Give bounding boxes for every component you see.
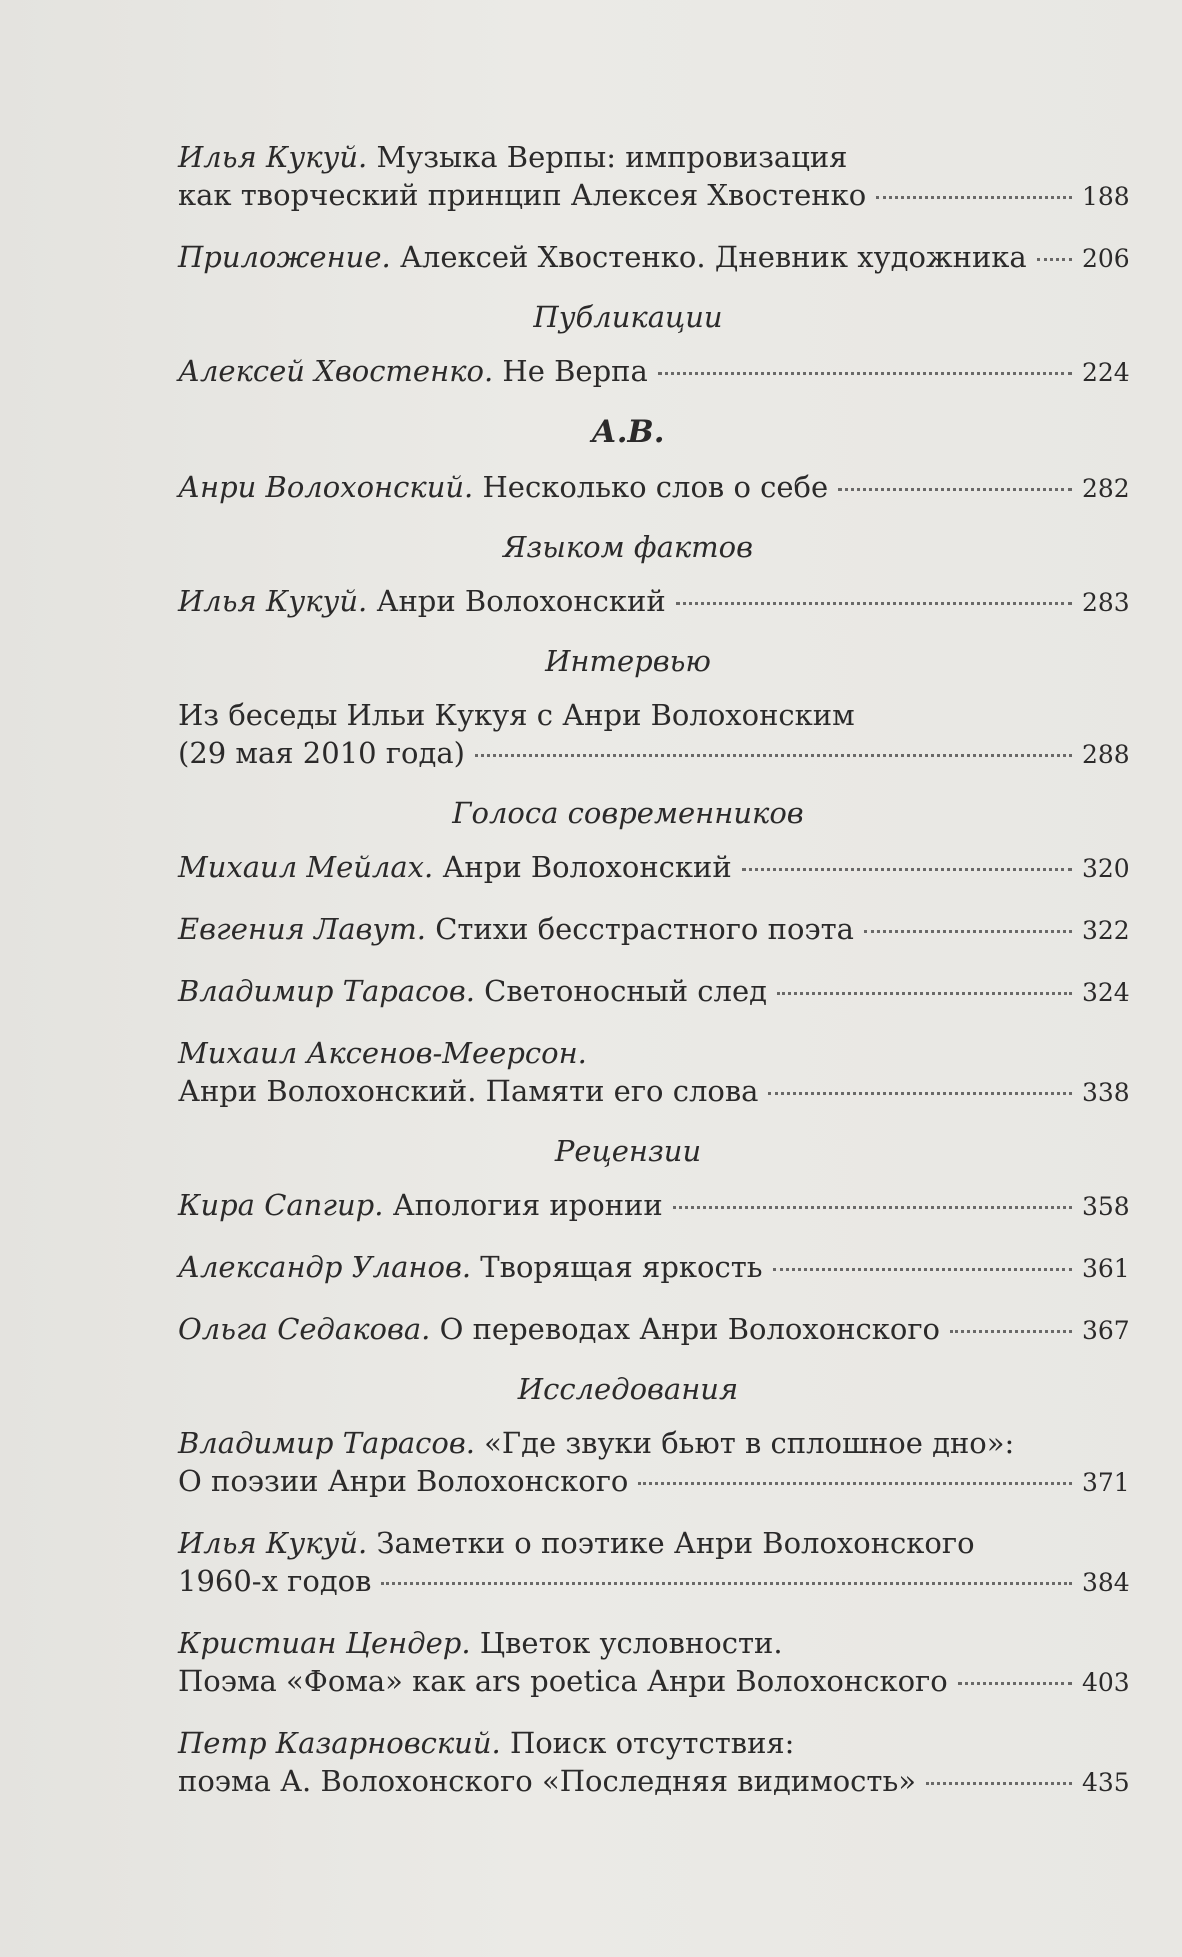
entry-title: О переводах Анри Волохонского [439, 1312, 941, 1346]
toc-entry-line [178, 1762, 1128, 1802]
toc-entry-line [178, 1462, 1128, 1502]
toc-entry-line [178, 1310, 1128, 1350]
toc-entry-line [178, 1624, 1128, 1662]
author-name: Илья Кукуй. [178, 1526, 368, 1560]
toc-entry [178, 1724, 1128, 1802]
page-number: 338 [1082, 1078, 1130, 1107]
toc-entry [178, 352, 1128, 392]
entry-title-continued: Анри Волохонский. Памяти его слова [178, 1074, 759, 1108]
entry-title-continued: (29 мая 2010 года) [178, 736, 465, 770]
toc-entry-text [178, 1186, 663, 1224]
page-number: 435 [1082, 1768, 1130, 1797]
toc-entry-text [178, 1424, 1014, 1462]
entry-title: Музыка Верпы: импровизация [376, 140, 848, 174]
entry-title-continued: поэма А. Волохонского «Последняя видимость» [178, 1764, 916, 1798]
page-number: 384 [1082, 1568, 1130, 1597]
entry-title: Несколько слов о себе [482, 470, 829, 504]
toc-entry-line [178, 696, 1128, 734]
toc-entry-line [178, 352, 1128, 392]
leader-dots [777, 991, 1072, 995]
author-name: Евгения Лавут. [178, 912, 426, 946]
author-name: Владимир Тарасов. [178, 974, 475, 1008]
toc-entry [178, 1186, 1128, 1226]
toc-entry-line [178, 468, 1128, 508]
entry-title: Апология иронии [392, 1188, 663, 1222]
toc-entry-line [178, 138, 1128, 176]
leader-dots [838, 487, 1072, 491]
toc-entry-line [178, 238, 1128, 278]
toc-entry [178, 910, 1128, 950]
page-number: 188 [1082, 182, 1130, 211]
author-name: Ольга Седакова. [178, 1312, 431, 1346]
toc-entry-line [178, 1424, 1128, 1462]
author-name: Владимир Тарасов. [178, 1426, 475, 1460]
author-name: Илья Кукуй. [178, 584, 368, 618]
toc-entry-line [178, 1724, 1128, 1762]
toc-entry [178, 696, 1128, 774]
toc-entry [178, 1034, 1128, 1112]
leader-dots [475, 753, 1072, 757]
leader-dots [1037, 257, 1072, 261]
toc-entry-text [178, 1248, 763, 1286]
toc-entry-text [178, 468, 828, 506]
leader-dots [926, 1781, 1072, 1785]
part-heading: А.В. [591, 414, 665, 450]
author-name: Илья Кукуй. [178, 140, 368, 174]
toc-entry-text [178, 352, 648, 390]
section-heading: Голоса современников [452, 796, 804, 830]
toc-entry-text [178, 848, 732, 886]
toc-entry-line [178, 1072, 1128, 1112]
author-name: Приложение. [178, 240, 391, 274]
entry-title: Творящая яркость [480, 1250, 763, 1284]
leader-dots [950, 1329, 1072, 1333]
section-heading: Интервью [545, 644, 711, 678]
toc-entry-text [178, 1724, 794, 1762]
toc-entry-text [178, 1034, 587, 1072]
toc-entry-text [178, 1310, 940, 1348]
toc-entry [178, 848, 1128, 888]
entry-title: Анри Волохонский [376, 584, 666, 618]
entry-title: Цветок условности. [479, 1626, 783, 1660]
entry-title: Стихи бесстрастного поэта [435, 912, 854, 946]
leader-dots [673, 1205, 1072, 1209]
leader-dots [676, 601, 1072, 605]
author-name: Кира Сапгир. [178, 1188, 384, 1222]
toc-entry-line [178, 1248, 1128, 1288]
toc-entry [178, 1310, 1128, 1350]
entry-title-continued: 1960-х годов [178, 1564, 372, 1598]
author-name: Петр Казарновский. [178, 1726, 501, 1760]
page-number: 322 [1082, 916, 1130, 945]
toc-entry-text [178, 910, 854, 948]
author-name: Михаил Мейлах. [178, 850, 434, 884]
table-of-contents [178, 138, 1128, 1824]
toc-entry-line [178, 848, 1128, 888]
section-heading: Языком фактов [502, 530, 754, 564]
leader-dots [658, 371, 1072, 375]
entry-title-continued: как творческий принцип Алексея Хвостенко [178, 178, 867, 212]
toc-entry [178, 1524, 1128, 1602]
toc-entry [178, 1624, 1128, 1702]
toc-entry-text [178, 238, 1027, 276]
toc-entry-line [178, 176, 1128, 216]
toc-entry-text [178, 138, 847, 176]
page-number: 361 [1082, 1254, 1130, 1283]
toc-entry-text [178, 696, 855, 734]
toc-entry [178, 468, 1128, 508]
toc-entry [178, 1248, 1128, 1288]
page-number: 283 [1082, 588, 1130, 617]
toc-entry-line [178, 1562, 1128, 1602]
author-name: Алексей Хвостенко. [178, 354, 494, 388]
leader-dots [768, 1091, 1072, 1095]
toc-entry-line [178, 910, 1128, 950]
section-heading: Исследования [517, 1372, 739, 1406]
author-name: Михаил Аксенов-Меерсон. [178, 1036, 587, 1070]
author-name: Анри Волохонский. [178, 470, 474, 504]
toc-entry-line [178, 582, 1128, 622]
entry-title: Анри Волохонский [442, 850, 732, 884]
page-number: 358 [1082, 1192, 1130, 1221]
leader-dots [958, 1681, 1072, 1685]
entry-title: Поиск отсутствия: [509, 1726, 795, 1760]
toc-entry [178, 238, 1128, 278]
leader-dots [638, 1481, 1072, 1485]
page-number: 320 [1082, 854, 1130, 883]
section-heading: Рецензии [554, 1134, 702, 1168]
toc-entry-text [178, 582, 666, 620]
page-number: 367 [1082, 1316, 1130, 1345]
leader-dots [381, 1581, 1072, 1585]
entry-title: Заметки о поэтике Анри Волохонского [376, 1526, 975, 1560]
toc-entry-text [178, 972, 767, 1010]
toc-entry-line [178, 1186, 1128, 1226]
author-name: Александр Уланов. [178, 1250, 472, 1284]
entry-title: Светоносный след [484, 974, 767, 1008]
entry-title: Из беседы Ильи Кукуя с Анри Волохонским [178, 698, 855, 732]
page-number: 403 [1082, 1668, 1130, 1697]
leader-dots [742, 867, 1072, 871]
section-heading: Публикации [533, 300, 723, 334]
toc-entry-text [178, 1524, 975, 1562]
toc-entry [178, 1424, 1128, 1502]
toc-entry-line [178, 1662, 1128, 1702]
entry-title-continued: Поэма «Фома» как ars poetica Анри Волохонского [178, 1664, 948, 1698]
toc-entry-line [178, 1524, 1128, 1562]
toc-entry-line [178, 972, 1128, 1012]
toc-entry-text [178, 1624, 783, 1662]
toc-entry-line [178, 1034, 1128, 1072]
page-number: 224 [1082, 358, 1130, 387]
toc-entry [178, 972, 1128, 1012]
leader-dots [864, 929, 1072, 933]
toc-entry [178, 138, 1128, 216]
page-number: 282 [1082, 474, 1130, 503]
author-name: Кристиан Цендер. [178, 1626, 471, 1660]
leader-dots [773, 1267, 1072, 1271]
toc-entry [178, 582, 1128, 622]
entry-title: Не Верпа [502, 354, 648, 388]
page-number: 206 [1082, 244, 1130, 273]
leader-dots [876, 195, 1072, 199]
toc-entry-line [178, 734, 1128, 774]
page-number: 324 [1082, 978, 1130, 1007]
page-number: 288 [1082, 740, 1130, 769]
entry-title: «Где звуки бьют в сплошное дно»: [484, 1426, 1015, 1460]
page-number: 371 [1082, 1468, 1130, 1497]
entry-title-continued: О поэзии Анри Волохонского [178, 1464, 629, 1498]
entry-title: Алексей Хвостенко. Дневник художника [399, 240, 1027, 274]
